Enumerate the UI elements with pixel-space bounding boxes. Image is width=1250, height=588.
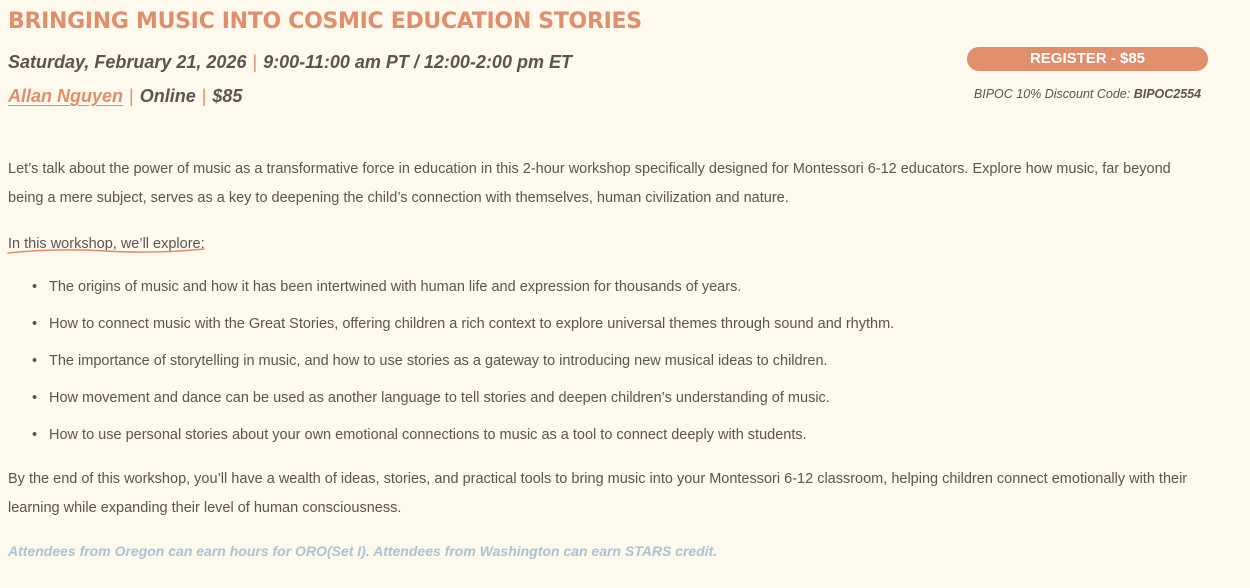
event-details [8, 86, 242, 107]
list-item: • The origins of music and how it has been intertwined with human life and expression for thousands of years. [0, 273, 894, 310]
instructor-link[interactable]: Allan Nguyen [8, 86, 124, 106]
explore-heading: In this workshop, we’ll explore: [8, 236, 205, 252]
explore-list [0, 273, 894, 458]
list-item: • How movement and dance can be used as another language to tell stories and deepen children’s understanding of music. [0, 384, 894, 421]
event-price: $85 [212, 86, 243, 106]
outro-paragraph: By the end of this workshop, you’ll have a wealth of ideas, stories, and practical tools to bring music into your Montessori 6-12 classroom, helping children connect emotionally with their learning while expanding their level of human consciousness. [8, 471, 1188, 516]
list-item: • How to connect music with the Great Stories, offering children a rich context to explore universal themes through sound and rhythm. [0, 310, 894, 347]
intro-paragraph: Let’s talk about the power of music as a transformative force in education in this 2-hour workshop specifically designed for Montessori 6-12 educators. Explore how music, far beyond being a mere subject, serves as a key to deepening the child’s connection with themselves, human civilization and nature. [8, 161, 1171, 206]
separator: | [252, 52, 258, 72]
credits-note: Attendees from Oregon can earn hours for ORO(Set I). Attendees from Washington can earn STARS credit. [8, 543, 718, 559]
discount-code: BIPOC2554 [1133, 87, 1202, 101]
event-time: 9:00-11:00 am PT / 12:00-2:00 pm ET [263, 52, 572, 72]
squiggle-underline-icon [6, 244, 206, 256]
page-title: BRINGING MUSIC INTO COSMIC EDUCATION STORIES [8, 9, 642, 34]
separator: | [201, 86, 207, 106]
list-item: • The importance of storytelling in music, and how to use stories as a gateway to introducing new musical ideas to children. [0, 347, 894, 384]
discount-label: BIPOC 10% Discount Code: [973, 87, 1134, 101]
register-button[interactable]: REGISTER - $85 [967, 47, 1208, 71]
list-item: • How to use personal stories about your own emotional connections to music as a tool to connect deeply with students. [0, 421, 894, 458]
separator: | [129, 86, 134, 106]
discount-note [967, 87, 1208, 101]
event-format: Online [139, 86, 196, 106]
event-date: Saturday, February 21, 2026 [8, 52, 247, 72]
event-schedule [8, 52, 572, 73]
